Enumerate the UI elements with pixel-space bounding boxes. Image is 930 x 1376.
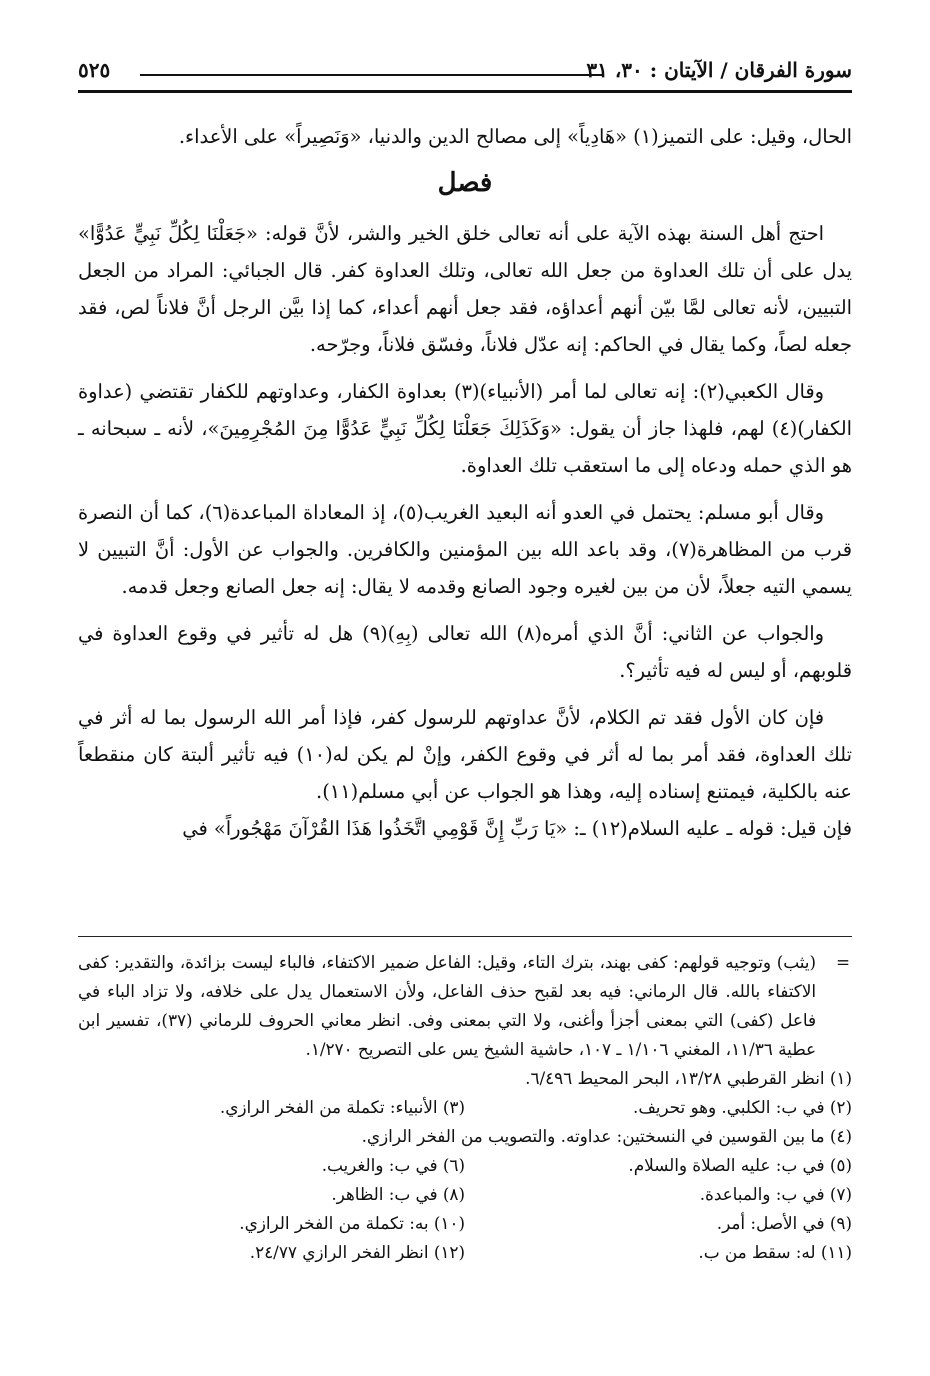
footnote-10: (١٠) به: تكملة من الفخر الرازي. — [239, 1213, 465, 1233]
intro-line: الحال، وقيل: على التميز(١) «هَادِياً» إلى مصالح الدين والدنيا، «وَنَصِيراً» على الأعداء. — [178, 125, 852, 148]
header-title-rule — [140, 74, 602, 76]
paragraph-second-answer: والجواب عن الثاني: أنَّ الذي أمره(٨) الله تعالى (بِهِ)(٩) هل له تأثير في وقوع العداوة في قلوبهم، أو ليس له فيه تأثير؟. — [78, 622, 852, 682]
footnote-6: (٦) في ب: والغريب. — [321, 1155, 465, 1175]
footnote-row — [78, 1064, 852, 1093]
footnote-11: (١١) له: سقط من ب. — [698, 1242, 852, 1262]
footnote-row — [78, 1151, 852, 1180]
paragraph-objection: فإن قيل: قوله ـ عليه السلام(١٢) ـ: «يَا رَبِّ إِنَّ قَوْمِي اتَّخَذُوا هَذَا القُرْآنَ مَهْجُوراً» في — [182, 817, 852, 840]
footnote-row — [78, 1180, 852, 1209]
paragraph-kabi: وقال الكعبي(٢): إنه تعالى لما أمر (الأنبياء)(٣) بعداوة الكفار، وعداوتهم للكفار تقتضي (عداوة الكفار)(٤) لهم، فلهذا جاز أن يقول: «وَكَذَلِكَ جَعَلْنَا لِكُلِّ نَبِيٍّ عَدُوًّا مِنَ المُجْرِمِينَ»، لأنه ـ سبحانه ـ هو الذي حمله ودعاه إلى ما استعقب تلك العداوة. — [78, 380, 852, 477]
continuation-marker: = — [835, 952, 850, 972]
paragraph-ahl-al-sunna: احتج أهل السنة بهذه الآية على أنه تعالى خلق الخير والشر، لأنَّ قوله: «جَعَلْنَا لِكُلِّ نَبِيٍّ عَدُوًّا» يدل على أن تلك العداوة من جعل الله تعالى، وتلك العداوة كفر. قال الجبائي: المراد من الجعل التبيين، لأنه تعالى لمَّا بيّن أنهم أعداؤه، فقد جعل أنهم أعداء، كما إذا بيَّن الرجل أنَّ فلاناً لص، فقد جعله لصاً، وكما يقال في الحاكم: إنه عدّل فلاناً، وفسّق فلاناً، وجرّحه. — [78, 222, 852, 356]
section-heading: فصل — [437, 168, 493, 198]
running-title: سورة الفرقان / الآيتان : ٣٠، ٣١ — [586, 58, 852, 82]
main-text — [78, 118, 852, 847]
footnote-4: (٤) ما بين القوسين في النسختين: عداوته. والتصويب من الفخر الرازي. — [361, 1126, 852, 1146]
footnote-12: (١٢) انظر الفخر الرازي ٢٤/٧٧. — [249, 1242, 465, 1262]
footnote-5: (٥) في ب: عليه الصلاة والسلام. — [628, 1155, 852, 1175]
page-header — [78, 52, 852, 92]
footnote-9: (٩) في الأصل: أمر. — [716, 1213, 852, 1233]
footnote-row — [78, 1093, 852, 1122]
footnote-continuation — [78, 948, 852, 1064]
footnote-row — [78, 1238, 852, 1267]
footnote-row — [78, 1209, 852, 1238]
paragraph-first-case: فإن كان الأول فقد تم الكلام، لأنَّ عداوتهم للرسول كفر، فإذا أمر الله الرسول بما له أثر في تلك العداوة، فقد أمر بما له أثر في وقوع الكفر، وإنْ لم يكن له(١٠) فيه تأثير ألبتة كان منقطعاً عنه بالكلية، فيمتنع إسناده إليه، وهذا هو الجواب عن أبي مسلم(١١). — [78, 706, 852, 803]
footnotes-divider — [78, 936, 852, 937]
header-rule — [78, 90, 852, 93]
continuation-text: (يثب) وتوجيه قولهم: كفى بهند، بترك التاء، وقيل: الفاعل ضمير الاكتفاء، فالباء ليست بزائدة، والتقدير: كفى الاكتفاء بالله. قال الرماني: فيه بعد لقبح حذف الفاعل، ولأن الاستعمال يدل على خلافه، ولا تزاد الباء في فاعل (كفى) التي بمعنى أجزأ وأغنى، ولا التي بمعنى وفى. انظر معاني الحروف للرماني (٣٧)، تفسير ابن عطية ١١/٣٦، المغني ١/١٠٦ ـ ١٠٧، حاشية الشيخ يس على التصريح ١/٢٧٠. — [78, 952, 816, 1059]
paragraph-abu-muslim: وقال أبو مسلم: يحتمل في العدو أنه البعيد الغريب(٥)، إذ المعاداة المباعدة(٦)، كما أن النصرة قرب من المظاهرة(٧)، وقد باعد الله بين المؤمنين والكافرين. والجواب عن الأول: أنَّ التبيين لا يسمي التيه جعلاً، لأن من بين لغيره وجود الصانع وقدمه لا يقال: إنه جعل الصانع وجعل قدمه. — [78, 501, 852, 598]
footnote-2: (٢) في ب: الكلبي. وهو تحريف. — [632, 1097, 852, 1117]
footnote-3: (٣) الأنبياء: تكملة من الفخر الرازي. — [219, 1097, 465, 1117]
footnote-7: (٧) في ب: والمباعدة. — [699, 1184, 852, 1204]
footnote-8: (٨) في ب: الظاهر. — [331, 1184, 465, 1204]
footnotes — [78, 948, 852, 1267]
page-number: ٥٢٥ — [78, 58, 111, 82]
footnote-row — [78, 1122, 852, 1151]
footnote-1: (١) انظر القرطبي ١٣/٢٨، البحر المحيط ٦/٤٩٦. — [525, 1068, 852, 1088]
